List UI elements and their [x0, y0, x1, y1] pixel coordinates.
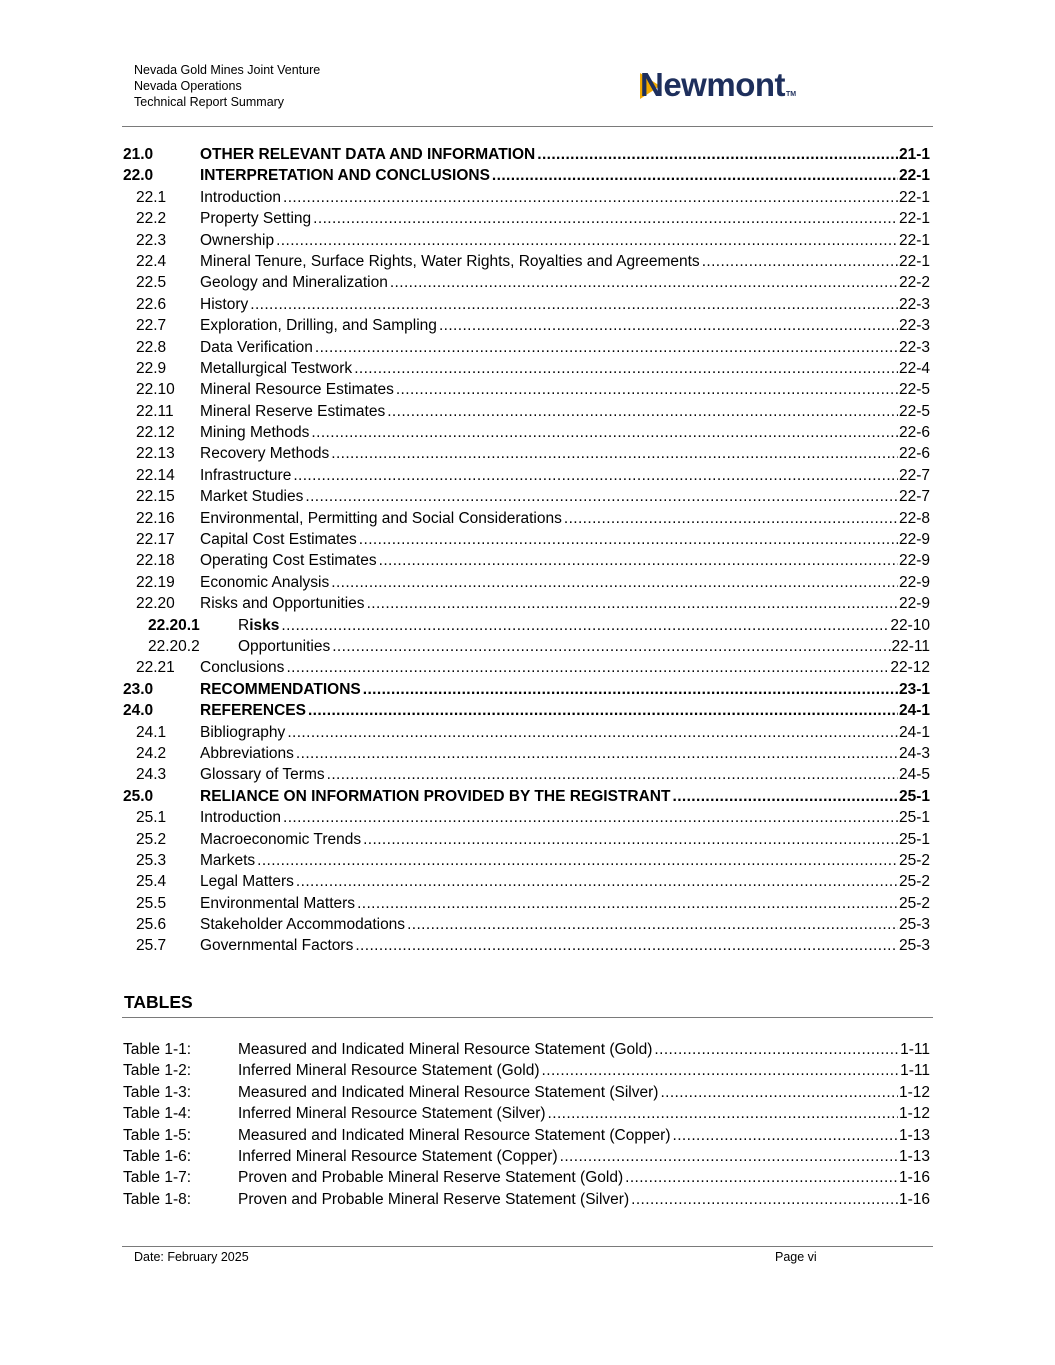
toc-entry-number: 22.21: [136, 659, 175, 677]
toc-entry-number: 22.20.1: [148, 616, 200, 634]
toc-entry[interactable]: [123, 337, 930, 358]
footer-date: Date: February 2025: [134, 1250, 249, 1264]
toc-entry-title-text: Mineral Reserve Estimates: [200, 402, 386, 420]
toc-entry-title: [200, 593, 367, 614]
toc-dot-leader: [672, 786, 897, 807]
toc-entry-title: [200, 379, 396, 400]
toc-entry-title: [200, 914, 407, 935]
toc-entry[interactable]: [123, 465, 930, 486]
toc-dot-leader: [357, 893, 898, 914]
toc-entry-title-text: Stakeholder Accommodations: [200, 916, 406, 934]
toc-entry[interactable]: [123, 144, 930, 165]
header-line-company: Nevada Gold Mines Joint Venture: [134, 63, 321, 77]
table-list-number: Table 1-2:: [123, 1062, 192, 1080]
toc-entry-number: 22.5: [136, 274, 167, 292]
table-list-page: 1-12: [898, 1105, 930, 1123]
toc-entry-number: 25.5: [136, 894, 167, 912]
toc-entry-page: 22-5: [898, 381, 930, 399]
toc-entry-title: [238, 615, 281, 636]
toc-entry-number: 25.0: [123, 787, 154, 805]
toc-entry-number: 22.2: [136, 210, 167, 228]
toc-entry-title-text: Governmental Factors: [200, 937, 354, 955]
toc-entry[interactable]: [123, 679, 930, 700]
header-divider: [122, 126, 933, 127]
toc-entry-title-prefix: R: [238, 616, 250, 634]
header-line-report: Technical Report Summary: [134, 95, 285, 109]
toc-dot-leader: [296, 871, 898, 892]
toc-entry-page: 22-8: [898, 509, 930, 527]
header-line-operations: Nevada Operations: [134, 79, 242, 93]
toc-entry-page: 24-1: [898, 723, 930, 741]
toc-entry-title: [200, 443, 331, 464]
toc-dot-leader: [283, 187, 898, 208]
table-list-dot-leader: [660, 1082, 898, 1103]
footer-page-number: Page vi: [775, 1250, 817, 1264]
toc-entry[interactable]: [123, 786, 930, 807]
toc-dot-leader: [313, 208, 898, 229]
toc-entry-page: 25-1: [898, 787, 930, 805]
toc-dot-leader: [390, 272, 898, 293]
toc-entry[interactable]: [123, 700, 930, 721]
toc-entry-page: 22-10: [890, 616, 930, 634]
toc-entry[interactable]: [123, 657, 930, 678]
toc-entry[interactable]: [123, 764, 930, 785]
toc-entry-number: 24.3: [136, 766, 167, 784]
toc-entry-page: 22-9: [898, 552, 930, 570]
table-list-entry[interactable]: [123, 1167, 930, 1188]
table-list-page: 1-11: [900, 1062, 930, 1080]
toc-entry-page: 22-2: [898, 274, 930, 292]
toc-entry-title-text: OTHER RELEVANT DATA AND INFORMATION: [200, 146, 536, 163]
toc-entry-title: [200, 315, 439, 336]
toc-entry-page: 24-5: [898, 766, 930, 784]
toc-entry[interactable]: [123, 422, 930, 443]
toc-entry-title: [200, 743, 296, 764]
toc-entry-title: [200, 807, 283, 828]
toc-entry-number: 23.0: [123, 680, 154, 698]
toc-entry-title: [200, 529, 359, 550]
toc-entry-title: [200, 657, 286, 678]
toc-entry-title-text: Infrastructure: [200, 466, 292, 484]
toc-entry-title-text: Exploration, Drilling, and Sampling: [200, 317, 437, 335]
toc-entry-title-text: Environmental, Permitting and Social Considerations: [200, 509, 562, 527]
toc-entry-title: [200, 165, 492, 186]
footer-divider: [122, 1246, 933, 1247]
toc-entry-page: 25-2: [898, 851, 930, 869]
toc-entry[interactable]: [123, 401, 930, 422]
toc-entry-page: 25-2: [898, 894, 930, 912]
toc-entry-title: [200, 871, 296, 892]
toc-dot-leader: [332, 636, 890, 657]
toc-entry-title-text: Mining Methods: [200, 424, 310, 442]
toc-entry-title: [200, 550, 379, 571]
toc-entry-title: [200, 144, 537, 165]
toc-entry-title: [200, 508, 564, 529]
toc-entry-title-text: Glossary of Terms: [200, 766, 325, 784]
toc-entry-page: 22-9: [898, 595, 930, 613]
toc-entry-title-text: Mineral Tenure, Surface Rights, Water Rights, Royalties and Agreements: [200, 252, 700, 270]
toc-entry-title: [200, 935, 355, 956]
toc-dot-leader: [276, 230, 898, 251]
toc-entry-number: 22.15: [136, 488, 175, 506]
toc-entry-title: [200, 251, 702, 272]
toc-entry-title-text: Mineral Resource Estimates: [200, 381, 394, 399]
toc-entry-title: [200, 786, 672, 807]
table-list-title: Proven and Probable Mineral Reserve Statement (Silver): [238, 1190, 630, 1208]
toc-entry-title-text: INTERPRETATION AND CONCLUSIONS: [200, 167, 490, 185]
document-header: [134, 62, 320, 110]
table-list-title: Inferred Mineral Resource Statement (Copper): [238, 1147, 558, 1165]
table-list-page: 1-16: [898, 1169, 930, 1187]
toc-entry-page: 22-1: [898, 210, 930, 228]
toc-entry-title-text: Introduction: [200, 188, 281, 206]
toc-dot-leader: [702, 251, 898, 272]
toc-dot-leader: [327, 764, 898, 785]
toc-entry-title-text: Geology and Mineralization: [200, 274, 388, 292]
table-list-number: Table 1-6:: [123, 1147, 192, 1165]
toc-entry-page: 22-1: [898, 231, 930, 249]
toc-entry-number: 22.20.2: [148, 637, 200, 655]
toc-entry-title-text: Abbreviations: [200, 744, 294, 762]
toc-entry-title: [200, 358, 354, 379]
toc-dot-leader: [250, 294, 898, 315]
toc-entry-number: 22.20: [136, 595, 175, 613]
toc-entry-page: 22-1: [898, 188, 930, 206]
toc-entry-title: [200, 401, 387, 422]
toc-entry[interactable]: [123, 593, 930, 614]
toc-dot-leader: [257, 850, 898, 871]
table-list-dot-leader: [625, 1167, 898, 1188]
toc-entry-page: 22-7: [898, 466, 930, 484]
toc-entry-title: [200, 679, 363, 700]
table-list-dot-leader: [560, 1146, 898, 1167]
toc-entry-number: 25.4: [136, 873, 167, 891]
newmont-logo-text: NewmontTM: [640, 66, 797, 103]
toc-entry-number: 22.1: [136, 188, 167, 206]
toc-entry-title: [200, 422, 311, 443]
toc-entry-page: 22-5: [898, 402, 930, 420]
table-list-title: Inferred Mineral Resource Statement (Silver): [238, 1105, 546, 1123]
toc-entry-number: 22.12: [136, 424, 175, 442]
table-list-title: Measured and Indicated Mineral Resource Statement (Gold): [238, 1041, 653, 1058]
toc-entry-page: 22-11: [891, 637, 930, 655]
toc-dot-leader: [293, 465, 898, 486]
toc-entry-title: [200, 572, 331, 593]
toc-dot-leader: [396, 379, 898, 400]
toc-entry[interactable]: [123, 893, 930, 914]
toc-dot-leader: [363, 679, 898, 700]
toc-dot-leader: [537, 144, 898, 165]
table-list-entry[interactable]: [123, 1125, 930, 1146]
toc-entry-page: 25-3: [898, 916, 930, 934]
toc-entry-title-text: Property Setting: [200, 210, 312, 228]
toc-entry[interactable]: [123, 636, 930, 657]
toc-entry-number: 24.1: [136, 723, 167, 741]
toc-entry-title-text: RECOMMENDATIONS: [200, 680, 361, 698]
toc-entry-title: [200, 829, 363, 850]
toc-entry[interactable]: [123, 208, 930, 229]
table-list-page: 1-11: [900, 1041, 930, 1058]
table-list-dot-leader: [631, 1189, 898, 1210]
table-list-entry[interactable]: [123, 1082, 930, 1103]
toc-entry-page: 22-4: [898, 359, 930, 377]
table-list-dot-leader: [654, 1039, 899, 1060]
toc-entry-page: 25-1: [898, 809, 930, 827]
toc-entry-number: 25.7: [136, 937, 167, 955]
toc-entry-page: 22-3: [898, 338, 930, 356]
table-list-page: 1-16: [898, 1190, 930, 1208]
toc-entry-number: 22.16: [136, 509, 175, 527]
toc-dot-leader: [308, 700, 898, 721]
toc-entry-number: 22.6: [136, 295, 167, 313]
table-list-dot-leader: [673, 1125, 898, 1146]
toc-entry-title-text: Recovery Methods: [200, 445, 330, 463]
toc-entry-number: 22.9: [136, 359, 167, 377]
toc-entry-page: 22-9: [898, 531, 930, 549]
toc-entry-title: [238, 636, 332, 657]
table-list-page: 1-13: [898, 1147, 930, 1165]
toc-entry[interactable]: [123, 935, 930, 956]
toc-entry-number: 22.10: [136, 381, 175, 399]
table-list-number: Table 1-4:: [123, 1105, 192, 1123]
toc-entry-title-text: Markets: [200, 851, 256, 869]
toc-entry[interactable]: [123, 722, 930, 743]
toc-entry[interactable]: [123, 358, 930, 379]
toc-entry-title-text: REFERENCES: [200, 702, 306, 720]
toc-entry-title: [200, 294, 250, 315]
toc-entry-title-text: Opportunities: [238, 637, 331, 655]
toc-entry-title-text: Macroeconomic Trends: [200, 830, 362, 848]
toc-entry-title-text: Bibliography: [200, 723, 286, 741]
toc-dot-leader: [286, 657, 889, 678]
toc-dot-leader: [311, 422, 898, 443]
toc-entry-page: 22-6: [898, 445, 930, 463]
tables-heading: TABLES: [124, 992, 193, 1012]
toc-entry[interactable]: [123, 251, 930, 272]
toc-entry[interactable]: [123, 486, 930, 507]
toc-entry-number: 25.6: [136, 916, 167, 934]
toc-entry-page: 25-2: [898, 873, 930, 891]
toc-entry-number: 22.18: [136, 552, 175, 570]
table-list-number: Table 1-1:: [123, 1041, 192, 1058]
toc-entry-title: [200, 764, 327, 785]
toc-entry-page: 22-6: [898, 424, 930, 442]
toc-dot-leader: [439, 315, 898, 336]
table-list-number: Table 1-8:: [123, 1190, 192, 1208]
toc-entry[interactable]: [123, 914, 930, 935]
toc-entry-title-text: Market Studies: [200, 488, 304, 506]
toc-entry-title-text: isks: [249, 616, 280, 634]
toc-entry-title-text: Metallurgical Testwork: [200, 359, 353, 377]
toc-entry-title-text: Economic Analysis: [200, 573, 330, 591]
toc-entry-title-text: Legal Matters: [200, 873, 294, 891]
toc-dot-leader: [359, 529, 898, 550]
toc-entry-page: 21-1: [898, 146, 930, 163]
toc-entry-number: 22.14: [136, 466, 175, 484]
toc-entry[interactable]: [123, 572, 930, 593]
toc-entry-number: 22.13: [136, 445, 175, 463]
toc-entry-number: 22.17: [136, 531, 175, 549]
toc-entry[interactable]: [123, 850, 930, 871]
toc-entry-page: 22-9: [898, 573, 930, 591]
toc-dot-leader: [363, 829, 898, 850]
table-list-entry[interactable]: [123, 1103, 930, 1124]
table-list-entry[interactable]: [123, 1146, 930, 1167]
table-list-number: Table 1-3:: [123, 1083, 192, 1101]
toc-entry-title-text: Operating Cost Estimates: [200, 552, 377, 570]
table-list-page: 1-12: [898, 1083, 930, 1101]
toc-entry-page: 22-3: [898, 295, 930, 313]
table-list-title: Measured and Indicated Mineral Resource Statement (Silver): [238, 1083, 659, 1101]
toc-entry-page: 22-1: [898, 252, 930, 270]
toc-entry-title: [200, 230, 276, 251]
table-list-title: Measured and Indicated Mineral Resource Statement (Copper): [238, 1126, 671, 1144]
toc-entry-title-text: RELIANCE ON INFORMATION PROVIDED BY THE REGISTRANT: [200, 787, 671, 805]
toc-entry-number: 25.2: [136, 830, 167, 848]
toc-dot-leader: [281, 615, 889, 636]
toc-entry-number: 24.0: [123, 702, 154, 720]
table-list-entry[interactable]: [123, 1039, 930, 1060]
toc-entry-number: 25.3: [136, 851, 167, 869]
toc-dot-leader: [407, 914, 898, 935]
toc-entry[interactable]: [123, 230, 930, 251]
table-list-dot-leader: [548, 1103, 898, 1124]
toc-entry-title: [200, 850, 257, 871]
toc-entry-number: 24.2: [136, 744, 167, 762]
toc-entry-title: [200, 208, 313, 229]
toc-dot-leader: [287, 722, 898, 743]
toc-entry-page: 23-1: [898, 680, 930, 698]
toc-entry-number: 22.3: [136, 231, 167, 249]
toc-entry-page: 22-12: [890, 659, 930, 677]
table-list-title: Proven and Probable Mineral Reserve Statement (Gold): [238, 1169, 624, 1187]
toc-entry[interactable]: [123, 743, 930, 764]
toc-dot-leader: [355, 935, 898, 956]
toc-entry[interactable]: [123, 272, 930, 293]
toc-dot-leader: [387, 401, 898, 422]
toc-entry[interactable]: [123, 829, 930, 850]
toc-entry-title-text: Data Verification: [200, 338, 313, 356]
toc-entry-page: 22-3: [898, 317, 930, 335]
tables-heading-divider: [122, 1017, 933, 1018]
toc-entry-title: [200, 337, 315, 358]
toc-entry-title-text: Environmental Matters: [200, 894, 356, 912]
toc-entry-number: 22.19: [136, 573, 175, 591]
toc-entry-page: 22-7: [898, 488, 930, 506]
toc-dot-leader: [354, 358, 898, 379]
toc-entry-title: [200, 893, 357, 914]
toc-entry[interactable]: [123, 871, 930, 892]
toc-entry-number: 22.11: [136, 402, 174, 420]
toc-entry-title: [200, 722, 287, 743]
toc-entry-title: [200, 700, 308, 721]
toc-entry[interactable]: [123, 187, 930, 208]
toc-entry[interactable]: [123, 165, 930, 186]
table-list-title: Inferred Mineral Resource Statement (Gold): [238, 1062, 540, 1080]
toc-entry-page: 24-1: [898, 702, 930, 720]
toc-dot-leader: [367, 593, 898, 614]
toc-entry[interactable]: [123, 550, 930, 571]
toc-entry-number: 22.7: [136, 317, 167, 335]
table-list-dot-leader: [542, 1060, 900, 1081]
toc-entry[interactable]: [123, 379, 930, 400]
table-list-number: Table 1-5:: [123, 1126, 192, 1144]
toc-entry[interactable]: [123, 615, 930, 636]
toc-entry[interactable]: [123, 315, 930, 336]
toc-entry-page: 24-3: [898, 744, 930, 762]
table-of-contents: [123, 144, 930, 957]
toc-entry-title-text: History: [200, 295, 249, 313]
toc-entry-title: [200, 486, 305, 507]
toc-entry-number: 22.0: [123, 167, 154, 185]
table-list-entry[interactable]: [123, 1060, 930, 1081]
toc-entry-title: [200, 465, 293, 486]
toc-dot-leader: [379, 550, 898, 571]
toc-entry-title: [200, 187, 283, 208]
toc-entry[interactable]: [123, 529, 930, 550]
table-list-page: 1-13: [898, 1126, 930, 1144]
toc-entry-title-text: Conclusions: [200, 659, 285, 677]
toc-entry-page: 25-3: [898, 937, 930, 955]
toc-entry-number: 21.0: [123, 146, 154, 163]
toc-entry-number: 22.8: [136, 338, 167, 356]
toc-dot-leader: [331, 443, 898, 464]
toc-entry-title-text: Ownership: [200, 231, 275, 249]
toc-dot-leader: [492, 165, 898, 186]
toc-entry-number: 22.4: [136, 252, 167, 270]
toc-dot-leader: [315, 337, 898, 358]
toc-entry[interactable]: [123, 508, 930, 529]
toc-entry-title: [200, 272, 390, 293]
toc-entry-title-text: Introduction: [200, 809, 281, 827]
toc-dot-leader: [283, 807, 898, 828]
toc-entry[interactable]: [123, 294, 930, 315]
toc-dot-leader: [305, 486, 898, 507]
toc-dot-leader: [296, 743, 898, 764]
toc-entry-page: 25-1: [898, 830, 930, 848]
toc-dot-leader: [564, 508, 898, 529]
toc-entry-title-text: Capital Cost Estimates: [200, 531, 357, 549]
toc-entry-number: 25.1: [136, 809, 167, 827]
list-of-tables: [123, 1039, 930, 1210]
table-list-entry[interactable]: [123, 1189, 930, 1210]
toc-entry-title-text: Risks and Opportunities: [200, 595, 365, 613]
table-list-number: Table 1-7:: [123, 1169, 192, 1187]
toc-entry[interactable]: [123, 443, 930, 464]
toc-dot-leader: [331, 572, 898, 593]
toc-entry-page: 22-1: [898, 167, 930, 185]
toc-entry[interactable]: [123, 807, 930, 828]
